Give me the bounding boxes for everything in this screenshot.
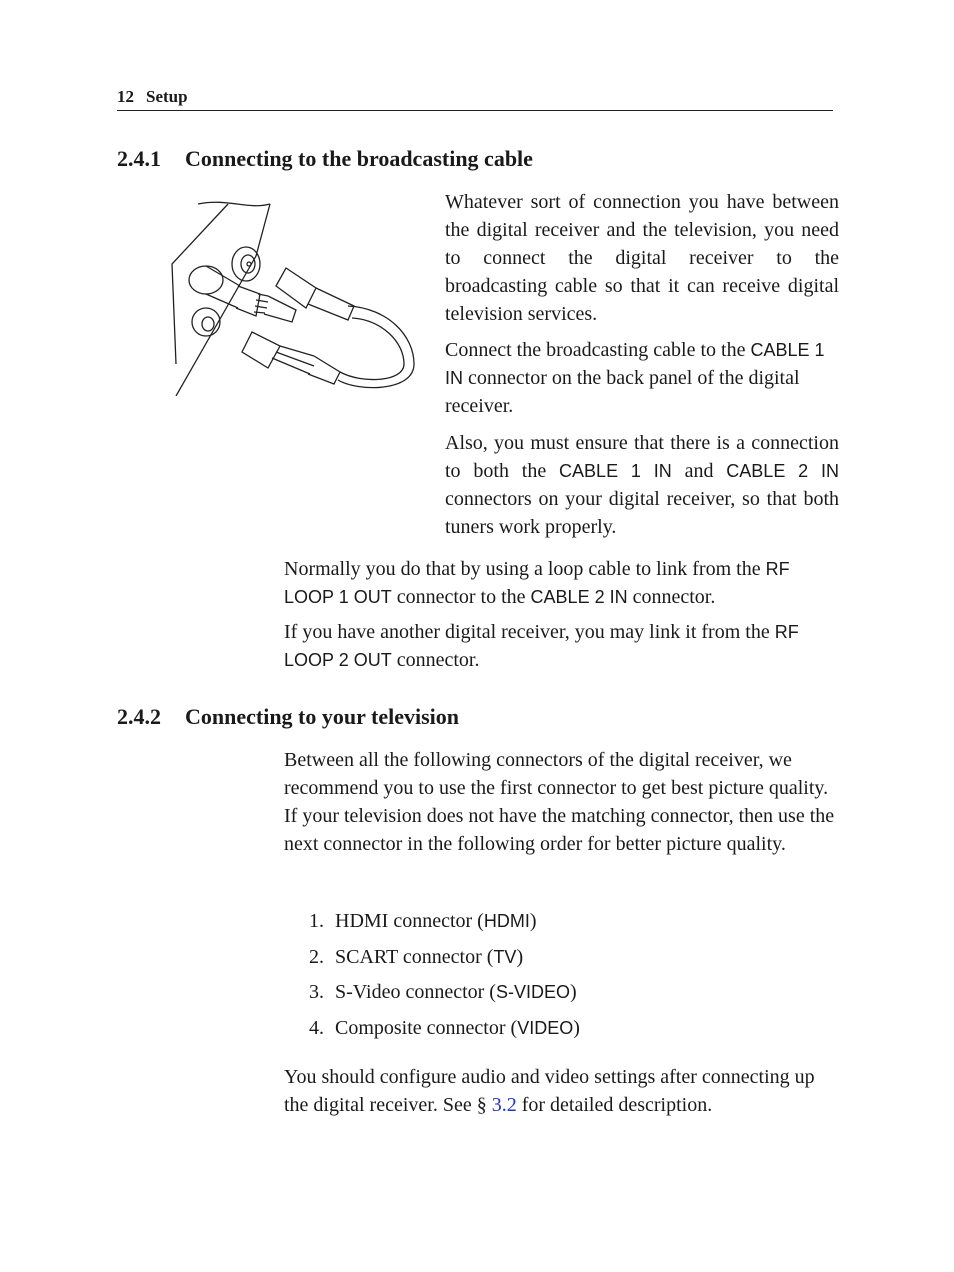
text: and bbox=[671, 460, 727, 482]
item-text: Composite connector ( bbox=[335, 1016, 518, 1039]
chapter-name: Setup bbox=[146, 87, 188, 106]
section-title: Connecting to your television bbox=[185, 704, 459, 729]
connector-label: CABLE 2 IN bbox=[530, 587, 628, 607]
connector-label: CABLE 2 IN bbox=[726, 461, 839, 481]
list-item bbox=[309, 907, 580, 943]
text: Also, you must ensure that there is a connection to both the bbox=[445, 432, 839, 482]
item-number: 3. bbox=[309, 981, 324, 1003]
paragraph-text: Between all the following connectors of the digital receiver, we recommend you to use the first connector to get best picture quality. If your television does not have the matching connector, then use the next connector in the following order for better picture quality. bbox=[284, 749, 835, 855]
section-number: 2.4.1 bbox=[117, 146, 161, 171]
cable-connection-illustration bbox=[168, 196, 430, 396]
connector-label: S-VIDEO bbox=[495, 982, 570, 1002]
section-heading-broadcasting bbox=[117, 145, 533, 173]
text: Normally you do that by using a loop cable to link from the bbox=[284, 558, 766, 580]
text: You should configure audio and video settings after connecting up the digital receiver. See § bbox=[284, 1066, 815, 1116]
list-item bbox=[309, 978, 580, 1014]
section-title: Connecting to the broadcasting cable bbox=[185, 146, 533, 171]
connector-label: HDMI bbox=[483, 911, 530, 931]
item-number: 2. bbox=[309, 945, 324, 968]
text: connector. bbox=[627, 586, 716, 608]
broadcast-paragraph-2 bbox=[445, 336, 839, 420]
item-number: 4. bbox=[309, 1016, 324, 1039]
broadcast-paragraph-4 bbox=[284, 555, 836, 611]
item-number: 1. bbox=[309, 910, 324, 932]
text: connector. bbox=[391, 649, 480, 671]
section-number: 2.4.2 bbox=[117, 704, 161, 729]
running-head bbox=[117, 86, 833, 111]
text: connector to the bbox=[391, 586, 531, 608]
item-close: ) bbox=[573, 1016, 580, 1039]
item-text: SCART connector ( bbox=[335, 945, 494, 968]
connector-label: TV bbox=[493, 946, 517, 967]
item-text: HDMI connector ( bbox=[335, 910, 484, 932]
text: If you have another digital receiver, you may link it from the bbox=[284, 621, 775, 643]
connector-label: RF LOOP 1 OUT bbox=[284, 559, 790, 607]
connector-label: RF LOOP 2 OUT bbox=[284, 622, 799, 670]
broadcast-paragraph-5 bbox=[284, 618, 836, 674]
text: Connect the broadcasting cable to the bbox=[445, 339, 751, 361]
connector-priority-list bbox=[309, 907, 580, 1049]
text: connector on the back panel of the digital receiver. bbox=[445, 367, 800, 417]
paragraph-text: Whatever sort of connection you have between the digital receiver and the television, you need to connect the digital receiver to the broadcasting cable so that it can receive digital television services. bbox=[445, 191, 839, 325]
television-closing bbox=[284, 1063, 836, 1119]
television-intro bbox=[284, 746, 836, 858]
connector-label: VIDEO bbox=[517, 1017, 574, 1038]
section-heading-television bbox=[117, 703, 459, 731]
item-close: ) bbox=[529, 910, 537, 932]
item-text: S-Video connector ( bbox=[335, 981, 496, 1003]
broadcast-paragraph-1 bbox=[445, 188, 839, 328]
list-item bbox=[309, 943, 580, 979]
connector-label: CABLE 1 IN bbox=[445, 340, 825, 388]
list-item bbox=[309, 1014, 580, 1050]
text: connectors on your digital receiver, so that both tuners work properly. bbox=[445, 488, 839, 538]
broadcast-paragraph-3 bbox=[445, 429, 839, 541]
page-number: 12 bbox=[117, 87, 134, 106]
text: for detailed description. bbox=[516, 1094, 713, 1116]
section-reference-link[interactable]: 3.2 bbox=[491, 1094, 517, 1116]
item-close: ) bbox=[516, 945, 524, 968]
item-close: ) bbox=[569, 981, 577, 1003]
connector-label: CABLE 1 IN bbox=[559, 461, 672, 481]
